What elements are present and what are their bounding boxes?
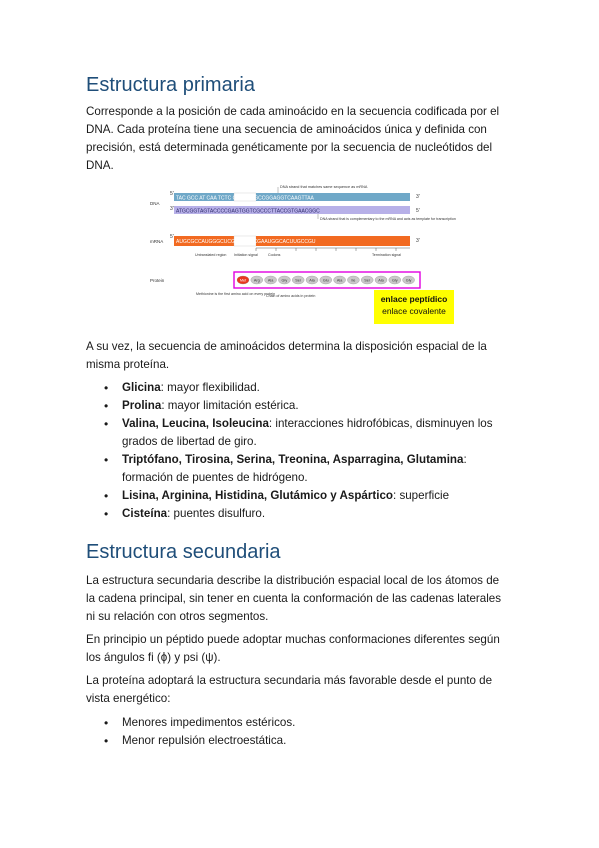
energy-bullet-list: [86, 714, 516, 750]
svg-text:5': 5': [170, 234, 174, 240]
amino-acid-label: Gly: [405, 278, 412, 283]
dna-bottom-sequence: ATGCGGTAGTACCCCGAGTGGTCGCCCTTACCGTGAACGGC: [176, 208, 320, 215]
codon-bracket: [256, 248, 410, 251]
amino-acid-label: Ile: [351, 278, 356, 283]
svg-text:3': 3': [170, 206, 174, 212]
list-item: • Valina, Leucina, Isoleucina: interacciones hidrofóbicas, disminuyen los grados de libertad de giro.: [86, 415, 516, 451]
methionine-annotation: Methionine is the first amino acid on every protein: [196, 292, 276, 296]
secondary-paragraph-3: La proteína adoptará la estructura secundaria más favorable desde el punto de vista energético:: [86, 674, 493, 705]
amino-acid-chain: [237, 276, 415, 284]
amino-acid-label: Glu: [322, 278, 329, 283]
list-item: • Prolina: mayor limitación estérica.: [86, 397, 516, 415]
list-item: • Cisteína: puentes disulfuro.: [86, 505, 516, 523]
termination-annotation: Termination signal: [372, 253, 401, 257]
list-item: • Lisina, Arginina, Histidina, Glutámico y Aspártico: superficie: [86, 487, 516, 505]
mrna-label: mRNA: [150, 239, 164, 244]
covalent-bond-text: enlace covalente: [382, 306, 446, 316]
amino-acid-label: Ser: [295, 278, 302, 283]
section-title-primaria: Estructura primaria: [86, 74, 255, 96]
amino-acid-label: Met: [239, 278, 247, 283]
amino-acid-label: Ala: [378, 278, 384, 283]
untranslated-annotation: Untranslated region: [195, 253, 227, 257]
amino-acid-label: Arg: [253, 278, 260, 283]
chain-annotation: Chain of amino acids in protein: [266, 294, 316, 298]
svg-text:3': 3': [416, 238, 420, 244]
secondary-paragraph-1: La estructura secundaria describe la distribución espacial local de los átomos de la cadena principal, sin tener en cuenta la conformación de las cadenas laterales ni su relación con otros segmentos.: [86, 574, 502, 623]
secondary-paragraph-2: En principio un péptido puede adoptar muchas conformaciones diferentes según los ángulos fi (ϕ) y psi (ψ).: [86, 633, 500, 664]
amino-acid-label: Ser: [364, 278, 371, 283]
list-item: • Menores impedimentos estéricos.: [86, 714, 516, 732]
list-item: • Menor repulsión electroestática.: [86, 732, 516, 750]
dna-coding-annotation: DNA strand that matches same sequence as mRNA: [280, 185, 368, 189]
amino-acid-label: Ala: [309, 278, 315, 283]
dna-template-annotation: DNA strand that is complementary to the mRNA and acts as template for transcription: [320, 217, 456, 221]
amino-acid-label: Ala: [336, 278, 343, 283]
list-item: • Triptófano, Tirosina, Serina, Treonina, Asparragina, Glutamina: formación de puentes de hidrógeno.: [86, 451, 516, 487]
initiation-annotation: Initiation signal: [234, 253, 258, 257]
list-item: • Glicina: mayor flexibilidad.: [86, 379, 516, 397]
dna-label: DNA: [150, 201, 160, 206]
codons-annotation: Codons: [268, 253, 281, 257]
three-prime-label: 3': [416, 194, 420, 200]
protein-label: Protein: [150, 278, 165, 283]
amino-acid-label: Ala: [267, 278, 274, 283]
svg-text:5': 5': [416, 208, 420, 214]
amino-acid-bullet-list: [86, 379, 516, 523]
sequence-paragraph: A su vez, la secuencia de aminoácidos determina la disposición espacial de la misma proteína.: [86, 340, 487, 371]
transcription-translation-figure: [150, 182, 460, 327]
amino-acid-label: Gly: [391, 278, 398, 283]
mrna-sequence: AUGCGCCAUGGGCUCGGCCGCCGAAUGGCACUUGCCGU: [176, 239, 316, 245]
intro-paragraph: Corresponde a la posición de cada aminoácido en la secuencia codificada por el DNA. Cada proteína tiene una secuencia de aminoácidos única y definida con precisión, está determinada genéticamente por la secuencia de nucleótidos del DNA.: [86, 105, 500, 172]
five-prime-label: 5': [170, 191, 174, 197]
section-title-secundaria: Estructura secundaria: [86, 541, 281, 563]
peptide-bond-text: enlace peptídico: [380, 294, 448, 304]
dna-top-sequence: TAC GCC AT CAA TCTC GGCCTCGCCGGAGGTCAAGTTAA: [176, 195, 314, 202]
amino-acid-label: Gly: [281, 278, 288, 283]
